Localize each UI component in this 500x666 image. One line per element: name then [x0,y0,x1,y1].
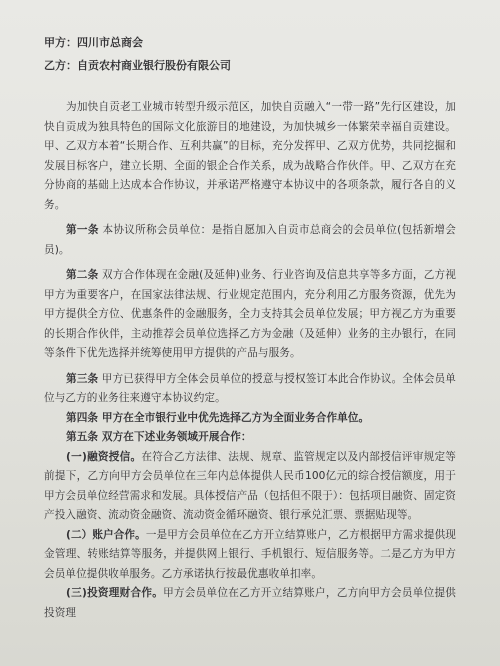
article-2 [44,266,456,364]
article-4 [44,409,456,429]
item-1-text: 在符合乙方法律、法规、规章、监管规定以及内部授信评审规定等前提下，乙方向甲方会员单位在三年内总体提供人民币100亿元的综合授信额度，用于甲方会员单位经营需求和发展。具体授信产品（包括但不限于）：包括项目融资、固定资产投入融资、流动资金融资、流动资金循环融资、银行承兑汇票、票据贴现等。 [44,450,456,521]
item-2-head: (二）账户合作。 [66,528,146,541]
article-2-head: 第二条 [66,269,99,281]
article-1-text: 本协议所称会员单位：是指自愿加入自贡市总商会的会员单位(包括新增会员)。 [44,224,456,256]
party-b-label: 乙方： [44,59,77,72]
article-5-text: 双方在下述业务领域开展合作： [98,431,252,443]
party-a-line [44,34,143,50]
item-3-text: 甲方会员单位在乙方开立结算账户，乙方向甲方会员单位提供投资理 [44,587,457,619]
agreement-body [44,98,456,623]
party-a-name: 四川市总商会 [77,36,143,49]
article-2-text: 双方合作体现在金融(及延伸)业务、行业咨询及信息共享等多方面，乙方视甲方为重要客户，在国家法律法规、行业规定范围内，充分利用乙方服务资源，优先为甲方提供全方位、优惠条件的金融服务，全力支持其会员单位发展；甲方视乙方为重要的长期合作伙伴，主动推荐会员单位选择乙方为金融（及延伸）业务的主办银行，在同等条件下优先选择并统筹使用甲方提供的产品与服务。 [44,269,456,359]
article-3 [44,370,456,409]
item-1 [44,448,456,526]
party-b-name: 自贡农村商业银行股份有限公司 [77,59,231,72]
preamble-paragraph: 为加快自贡老工业城市转型升级示范区，加快自贡融入“一带一路”先行区建设，加快自贡成为独具特色的国际文化旅游目的地建设，为加快城乡一体繁荣幸福自贡建设。甲、乙双方本着“长期合作、互利共赢”的目标，充分发挥甲、乙双方优势，共同挖掘和发展目标客户，建立长期、全面的银企合作关系，成为战略合作伙伴。甲、乙双方在充分协商的基础上达成本合作协议，并承诺严格遵守本协议中的各项条款，履行各自的义务。 [44,101,456,211]
article-4-head: 第四条 [66,411,99,424]
article-1-head: 第一条 [66,224,99,236]
item-3-head: (三)投资理财合作。 [66,587,164,599]
party-a-label: 甲方： [44,36,77,49]
article-1 [44,221,456,260]
item-3 [44,584,456,623]
item-2-text: 一是甲方会员单位在乙方开立结算账户，乙方根据甲方需求提供现金管理、转账结算等服务，并提供网上银行、手机银行、短信服务等。二是乙方为甲方会员单位提供收单服务。乙方承诺执行按最优惠收单扣率。 [44,528,456,580]
item-1-head: (一)融资授信。 [66,450,142,463]
article-3-text: 甲方已获得甲方全体会员单位的授意与授权签订本此合作协议。全体会员单位与乙方的业务往来遵守本协议约定。 [44,372,456,404]
article-3-head: 第三条 [66,372,99,385]
party-b-line [44,57,231,73]
article-5-head: 第五条 [66,431,99,443]
item-2 [44,526,456,585]
article-4-text: 甲方在全市银行业中优先选择乙方为全面业务合作单位。 [98,411,370,424]
article-5 [44,428,456,448]
